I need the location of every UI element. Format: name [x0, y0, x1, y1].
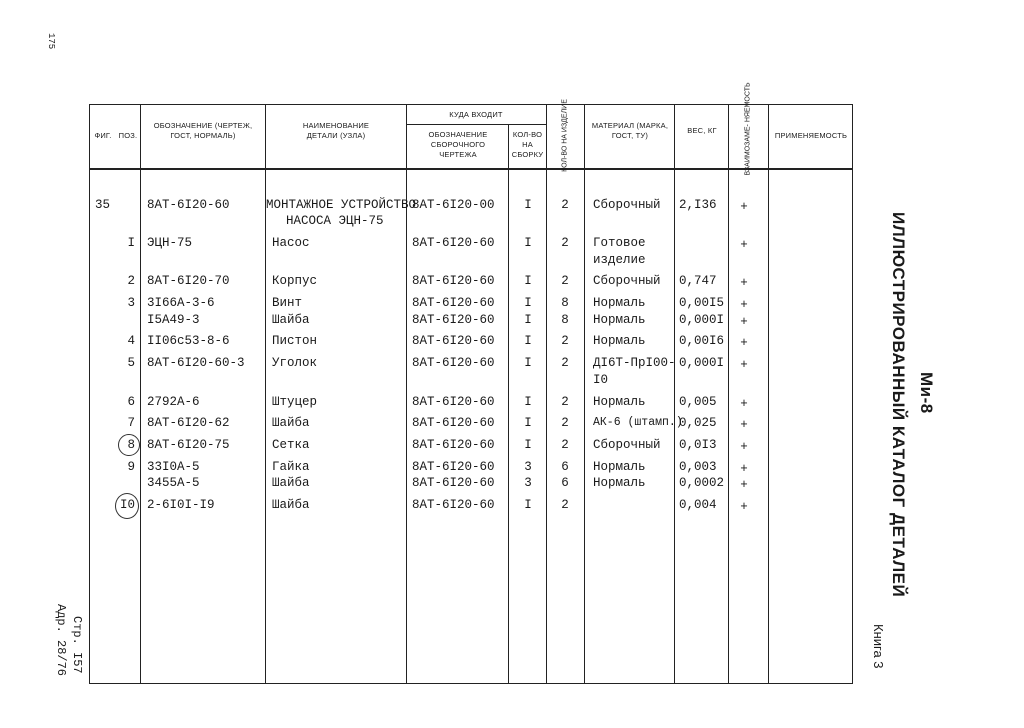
row-4-qty-product: 8 [561, 296, 569, 310]
row-11-assembly: 8АТ-6I20-60 [412, 460, 495, 474]
row-7-designation: 8АТ-6I20-60-3 [147, 356, 245, 370]
side-book-number: Книга 3 [871, 624, 886, 669]
row-6-qty-assembly: I [524, 334, 532, 348]
row-12-material: Нормаль [593, 476, 646, 490]
side-model-title: Ми-8 [917, 372, 936, 414]
row-1-interchange: + [740, 200, 748, 214]
row-8-qty-product: 2 [561, 395, 569, 409]
row-12-name: Шайба [272, 476, 310, 490]
row-9-name: Шайба [272, 416, 310, 430]
header-designation: ОБОЗНАЧЕНИЕ (ЧЕРТЕЖ, ГОСТ, НОРМАЛЬ) [153, 121, 253, 140]
row-7-qty-assembly: I [524, 356, 532, 370]
row-2-material: Готовое [593, 236, 646, 250]
row-4-material: Нормаль [593, 296, 646, 310]
row-9-pos: 7 [127, 416, 135, 430]
header-name: НАИМЕНОВАНИЕ ДЕТАЛИ (УЗЛА) [302, 121, 370, 140]
row-9-qty-product: 2 [561, 416, 569, 430]
col-line-8 [728, 104, 729, 684]
row-2-material-line2: изделие [593, 253, 646, 267]
row-1-fig: 35 [95, 198, 111, 212]
row-5-weight: 0,000I [679, 313, 725, 327]
row-9-assembly: 8АТ-6I20-60 [412, 416, 495, 430]
row-5-qty-assembly: I [524, 313, 532, 327]
row-11-designation: 33I0А-5 [147, 460, 200, 474]
row-4-designation: 3I66А-3-6 [147, 296, 215, 310]
row-8-designation: 2792А-6 [147, 395, 200, 409]
header-assembly-drawing: ОБОЗНАЧЕНИЕ СБОРОЧНОГО ЧЕРТЕЖА [428, 130, 488, 159]
row-11-name: Гайка [272, 460, 310, 474]
row-2-name: Насос [272, 236, 310, 250]
row-8-assembly: 8АТ-6I20-60 [412, 395, 495, 409]
footer-addendum: Адр. 28/76 [54, 604, 68, 677]
row-4-qty-assembly: I [524, 296, 532, 310]
row-8-name: Штуцер [272, 395, 318, 409]
row-11-pos: 9 [127, 460, 135, 474]
col-line-1 [140, 104, 141, 684]
row-3-assembly: 8АТ-6I20-60 [412, 274, 495, 288]
row-13-weight: 0,004 [679, 498, 717, 512]
row-8-pos: 6 [127, 395, 135, 409]
row-11-qty-product: 6 [561, 460, 569, 474]
footer-page: Стр. I57 [70, 616, 84, 674]
row-7-qty-product: 2 [561, 356, 569, 370]
row-11-material: Нормаль [593, 460, 646, 474]
row-7-name: Уголок [272, 356, 318, 370]
header-material: МАТЕРИАЛ (МАРКА, ГОСТ, ТУ) [591, 121, 669, 140]
row-2-qty-assembly: I [524, 236, 532, 250]
row-10-qty-assembly: I [524, 438, 532, 452]
row-10-designation: 8АТ-6I20-75 [147, 438, 230, 452]
row-13-pos: I0 [119, 498, 135, 512]
row-2-designation: ЭЦН-75 [147, 236, 193, 250]
row-12-qty-product: 6 [561, 476, 569, 490]
row-1-name-line2: НАСОСА ЭЦН-75 [286, 214, 384, 228]
row-1-name: МОНТАЖНОЕ УСТРОЙСТВО [266, 198, 417, 212]
row-6-designation: II06с53-8-6 [147, 334, 230, 348]
row-3-material: Сборочный [593, 274, 661, 288]
header-where-used: КУДА ВХОДИТ [449, 110, 503, 119]
row-10-qty-product: 2 [561, 438, 569, 452]
row-12-qty-assembly: 3 [524, 476, 532, 490]
row-3-qty-assembly: I [524, 274, 532, 288]
col-line-7 [674, 104, 675, 684]
row-2-pos: I [127, 236, 135, 250]
row-12-designation: 3455А-5 [147, 476, 200, 490]
col-line-9 [768, 104, 769, 684]
row-1-material: Сборочный [593, 198, 661, 212]
row-7-material-line2: I0 [593, 373, 609, 387]
row-13-interchange: + [740, 500, 748, 514]
row-8-weight: 0,005 [679, 395, 717, 409]
header-applicability: ПРИМЕНЯЕМОСТЬ [774, 131, 848, 140]
row-1-designation: 8АТ-6I20-60 [147, 198, 230, 212]
row-7-pos: 5 [127, 356, 135, 370]
row-7-interchange: + [740, 358, 748, 372]
row-12-assembly: 8АТ-6I20-60 [412, 476, 495, 490]
row-6-pos: 4 [127, 334, 135, 348]
row-7-assembly: 8АТ-6I20-60 [412, 356, 495, 370]
header-fig: ФИГ. [94, 131, 112, 140]
row-13-assembly: 8АТ-6I20-60 [412, 498, 495, 512]
where-used-divider [406, 124, 546, 125]
row-9-interchange: + [740, 418, 748, 432]
col-line-3 [406, 104, 407, 684]
header-qty-assembly: КОЛ-ВО НА СБОРКУ [511, 130, 544, 159]
row-3-pos: 2 [127, 274, 135, 288]
row-10-pos: 8 [127, 438, 135, 452]
row-6-interchange: + [740, 336, 748, 350]
row-2-interchange: + [740, 238, 748, 252]
row-8-qty-assembly: I [524, 395, 532, 409]
row-13-qty-assembly: I [524, 498, 532, 512]
row-5-assembly: 8АТ-6I20-60 [412, 313, 495, 327]
header-divider [89, 168, 853, 170]
row-3-interchange: + [740, 276, 748, 290]
row-3-qty-product: 2 [561, 274, 569, 288]
row-10-material: Сборочный [593, 438, 661, 452]
row-7-material: ДI6Т-ПрI00- [593, 356, 676, 370]
row-12-weight: 0,0002 [679, 476, 725, 490]
header-interchange: ВЗАИМОЗАМЕ- НЯЕМОСТЬ [744, 82, 752, 176]
page-number-top: 175 [46, 33, 56, 50]
row-8-interchange: + [740, 397, 748, 411]
row-13-qty-product: 2 [561, 498, 569, 512]
row-10-interchange: + [740, 440, 748, 454]
row-6-weight: 0,00I6 [679, 334, 725, 348]
col-line-2 [265, 104, 266, 684]
row-13-name: Шайба [272, 498, 310, 512]
row-4-pos: 3 [127, 296, 135, 310]
header-weight: ВЕС, КГ [687, 126, 717, 135]
header-pos: ПОЗ. [118, 131, 138, 140]
row-3-name: Корпус [272, 274, 318, 288]
row-6-name: Пистон [272, 334, 318, 348]
row-6-material: Нормаль [593, 334, 646, 348]
row-9-qty-assembly: I [524, 416, 532, 430]
row-8-material: Нормаль [593, 395, 646, 409]
row-5-qty-product: 8 [561, 313, 569, 327]
row-6-qty-product: 2 [561, 334, 569, 348]
row-5-name: Шайба [272, 313, 310, 327]
row-2-assembly: 8АТ-6I20-60 [412, 236, 495, 250]
row-2-qty-product: 2 [561, 236, 569, 250]
row-11-interchange: + [740, 462, 748, 476]
row-4-weight: 0,00I5 [679, 296, 725, 310]
row-1-qty-assembly: I [524, 198, 532, 212]
row-9-weight: 0,025 [679, 416, 717, 430]
header-qty-product: КОЛ-ВО НА ИЗДЕЛИЕ [561, 99, 569, 172]
row-10-weight: 0,0I3 [679, 438, 717, 452]
row-4-name: Винт [272, 296, 303, 310]
row-4-assembly: 8АТ-6I20-60 [412, 296, 495, 310]
row-9-designation: 8АТ-6I20-62 [147, 416, 230, 430]
row-1-assembly: 8АТ-6I20-00 [412, 198, 495, 212]
row-3-weight: 0,747 [679, 274, 717, 288]
row-10-name: Сетка [272, 438, 310, 452]
row-11-weight: 0,003 [679, 460, 717, 474]
row-1-weight: 2,I36 [679, 198, 717, 212]
col-line-6 [584, 104, 585, 684]
row-1-qty-product: 2 [561, 198, 569, 212]
row-6-assembly: 8АТ-6I20-60 [412, 334, 495, 348]
row-7-weight: 0,000I [679, 356, 725, 370]
row-9-material: АК-6 (штамп.) [593, 416, 683, 429]
row-10-assembly: 8АТ-6I20-60 [412, 438, 495, 452]
row-4-interchange: + [740, 298, 748, 312]
side-catalog-title: ИЛЛЮСТРИРОВАННЫЙ КАТАЛОГ ДЕТАЛЕЙ [889, 212, 908, 598]
row-13-designation: 2-6I0I-I9 [147, 498, 215, 512]
row-11-qty-assembly: 3 [524, 460, 532, 474]
row-5-material: Нормаль [593, 313, 646, 327]
row-3-designation: 8АТ-6I20-70 [147, 274, 230, 288]
row-12-interchange: + [740, 478, 748, 492]
col-line-4 [508, 124, 509, 684]
row-5-interchange: + [740, 315, 748, 329]
row-5-designation: I5А49-3 [147, 313, 200, 327]
